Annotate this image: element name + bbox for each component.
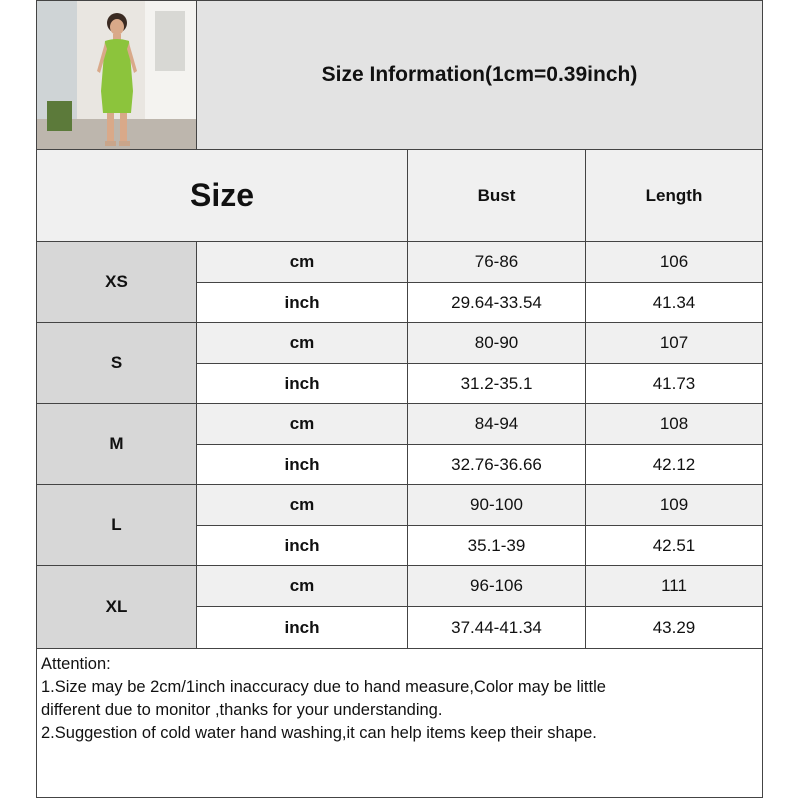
- size-label-xl: XL: [36, 565, 197, 649]
- length-value: 41.73: [585, 363, 763, 404]
- bust-value: 90-100: [407, 484, 586, 526]
- length-value: 109: [585, 484, 763, 526]
- unit-inch: inch: [196, 282, 408, 323]
- length-column-header: Length: [585, 149, 763, 242]
- length-value: 43.29: [585, 606, 763, 649]
- bust-value: 29.64-33.54: [407, 282, 586, 323]
- bust-value: 76-86: [407, 241, 586, 283]
- unit-cm: cm: [196, 403, 408, 445]
- length-value: 42.12: [585, 444, 763, 485]
- length-value: 111: [585, 565, 763, 607]
- size-label-xs: XS: [36, 241, 197, 323]
- unit-cm: cm: [196, 322, 408, 364]
- length-value: 106: [585, 241, 763, 283]
- notes-heading: Attention:: [41, 655, 111, 673]
- unit-inch: inch: [196, 525, 408, 566]
- bust-value: 37.44-41.34: [407, 606, 586, 649]
- product-photo-image: [37, 1, 196, 149]
- size-label-m: M: [36, 403, 197, 485]
- page-title: Size Information(1cm=0.39inch): [196, 0, 763, 150]
- attention-notes: [36, 648, 763, 798]
- bust-value: 84-94: [407, 403, 586, 445]
- bust-value: 80-90: [407, 322, 586, 364]
- unit-cm: cm: [196, 484, 408, 526]
- product-photo: [36, 0, 197, 150]
- unit-inch: inch: [196, 363, 408, 404]
- note-line: 2.Suggestion of cold water hand washing,it can help items keep their shape.: [41, 724, 597, 742]
- bust-value: 31.2-35.1: [407, 363, 586, 404]
- size-label-s: S: [36, 322, 197, 404]
- bust-value: 96-106: [407, 565, 586, 607]
- length-value: 107: [585, 322, 763, 364]
- size-label-l: L: [36, 484, 197, 566]
- note-line: different due to monitor ,thanks for your understanding.: [41, 701, 443, 719]
- unit-inch: inch: [196, 606, 408, 649]
- length-value: 41.34: [585, 282, 763, 323]
- unit-cm: cm: [196, 241, 408, 283]
- length-value: 42.51: [585, 525, 763, 566]
- note-line: 1.Size may be 2cm/1inch inaccuracy due to hand measure,Color may be little: [41, 678, 606, 696]
- length-value: 108: [585, 403, 763, 445]
- size-column-header: Size: [36, 149, 408, 242]
- bust-column-header: Bust: [407, 149, 586, 242]
- bust-value: 35.1-39: [407, 525, 586, 566]
- unit-inch: inch: [196, 444, 408, 485]
- bust-value: 32.76-36.66: [407, 444, 586, 485]
- unit-cm: cm: [196, 565, 408, 607]
